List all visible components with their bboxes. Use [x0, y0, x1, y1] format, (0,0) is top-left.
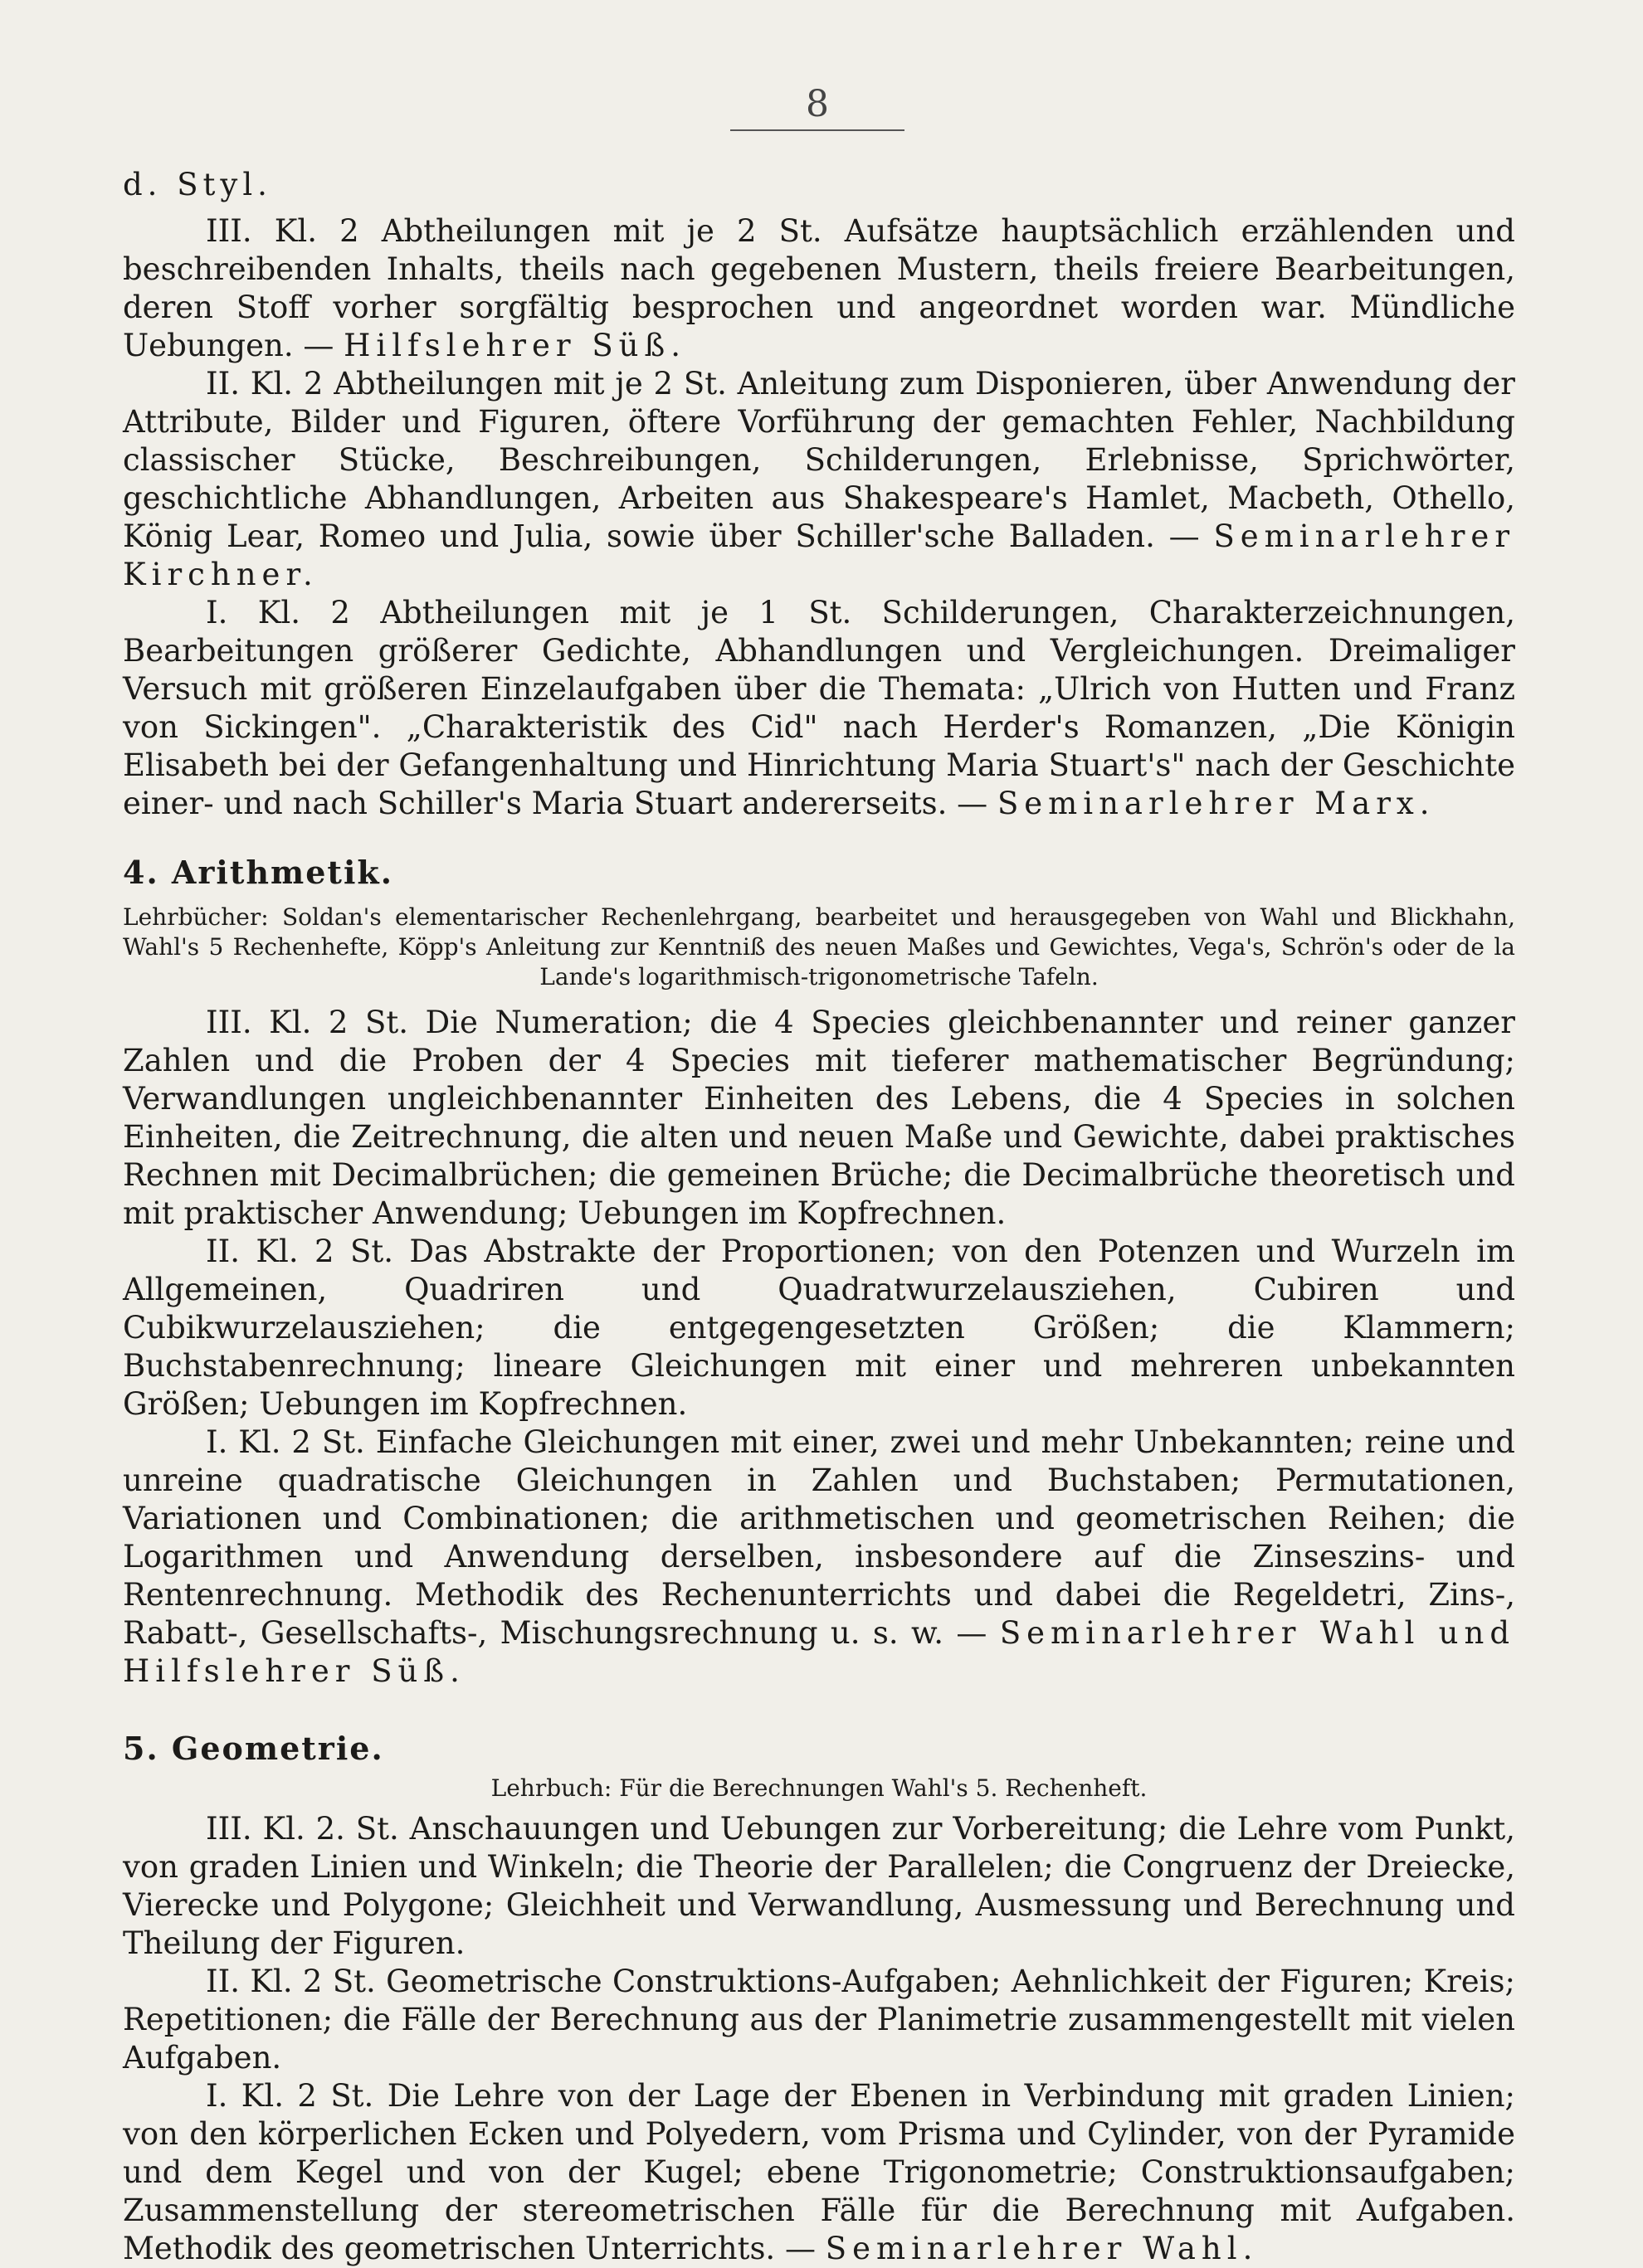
- geometrie-paragraph-ii: [123, 1963, 1515, 2077]
- teacher-name: Seminarlehrer Wahl.: [825, 2231, 1259, 2266]
- arithmetik-heading: 4. Arithmetik.: [123, 854, 393, 891]
- arithmetik-textbooks: Lehrbücher: Soldan's elementarischer Rechenlehrgang, bearbeitet und herausgegeben von Wahl und Blickhahn, Wahl's 5 Rechenhefte, Köpp's Anleitung zur Kenntniß des neuen Maßes und Gewichtes, Vega's, Schrön's oder de la Lande's logarithmisch-trigonometrische Tafeln.: [123, 903, 1515, 990]
- stil-paragraph-iii: [123, 212, 1515, 365]
- teacher-name: Seminarlehrer Marx.: [997, 786, 1436, 821]
- arithmetik-paragraph-ii: [123, 1233, 1515, 1424]
- arithmetik-paragraph-i: [123, 1424, 1515, 1691]
- arithmetik-paragraph-iii: [123, 1004, 1515, 1233]
- header-rule: [730, 129, 904, 131]
- paragraph-text: II. Kl. 2 St. Geometrische Construktions-Aufgaben; Aehnlichkeit der Figuren; Kreis; Repetitionen; die Fälle der Berechnung aus der Planimetrie zusammengestellt mit vielen Aufgaben.: [123, 1964, 1515, 2076]
- paragraph-text: III. Kl. 2 Abtheilungen mit je 2 St. Aufsätze hauptsächlich erzählenden und beschreibenden Inhalts, theils nach gegebenen Mustern, theils freiere Bearbeitungen, deren Stoff vorher sorgfältig besprochen und angeordnet worden war. Mündliche Uebungen. —: [123, 213, 1515, 363]
- teacher-name: Seminarlehrer Kirchner.: [123, 518, 1516, 592]
- paragraph-text: I. Kl. 2 St. Einfache Gleichungen mit einer, zwei und mehr Unbekannten; reine und unreine quadratische Gleichungen in Zahlen und Buchstaben; Permutationen, Variationen und Combinationen; die arithmetischen und geometrischen Reihen; die Logarithmen und Anwendung derselben, insbesondere auf die Zinseszins- und Rentenrechnung. Methodik des Rechenunterrichts und dabei die Regeldetri, Zins-, Rabatt-, Gesellschafts-, Mischungsrechnung u. s. w. —: [123, 1424, 1515, 1651]
- geometrie-paragraph-i: [123, 2077, 1515, 2268]
- stil-paragraph-ii: [123, 365, 1515, 594]
- stil-title: d. Styl.: [123, 167, 272, 202]
- page-number: 8: [806, 83, 829, 125]
- paragraph-text: II. Kl. 2 Abtheilungen mit je 2 St. Anleitung zum Disponieren, über Anwendung der Attribute, Bilder und Figuren, öftere Vorführung der gemachten Fehler, Nachbildung classischer Stücke, Beschreibungen, Schilderungen, Erlebnisse, Sprichwörter, geschichtliche Abhandlungen, Arbeiten aus Shakespeare's Hamlet, Macbeth, Othello, König Lear, Romeo und Julia, sowie über Schiller'sche Balladen. —: [123, 366, 1515, 554]
- page-body: [123, 164, 1515, 2268]
- paragraph-text: I. Kl. 2 Abtheilungen mit je 1 St. Schilderungen, Charakterzeichnungen, Bearbeitungen größerer Gedichte, Abhandlungen und Vergleichungen. Dreimaliger Versuch mit größeren Einzelaufgaben über die Themata: „Ulrich von Hutten und Franz von Sickingen". „Charakteristik des Cid" nach Herder's Romanzen, „Die Königin Elisabeth bei der Gefangenhaltung und Hinrichtung Maria Stuart's" nach der Geschichte einer- und nach Schiller's Maria Stuart andererseits. —: [123, 595, 1515, 821]
- paragraph-text: I. Kl. 2 St. Die Lehre von der Lage der Ebenen in Verbindung mit graden Linien; von den körperlichen Ecken und Polyedern, vom Prisma und Cylinder, von der Pyramide und dem Kegel und von der Kugel; ebene Trigonometrie; Construktionsaufgaben; Zusammenstellung der stereometrischen Fälle für die Berechnung mit Aufgaben. Methodik des geometrischen Unterrichts. —: [123, 2078, 1515, 2266]
- geometrie-paragraph-iii: [123, 1810, 1515, 1963]
- geometrie-heading: 5. Geometrie.: [123, 1730, 384, 1767]
- stil-paragraph-i: [123, 594, 1515, 823]
- paragraph-text: III. Kl. 2 St. Die Numeration; die 4 Species gleichbenannter und reiner ganzer Zahlen und die Proben der 4 Species mit tieferer mathematischer Begründung; Verwandlungen ungleichbenannter Einheiten des Lebens, die 4 Species in solchen Einheiten, die Zeitrechnung, die alten und neuen Maße und Gewichte, dabei praktisches Rechnen mit Decimalbrüchen; die gemeinen Brüche; die Decimalbrüche theoretisch und mit praktischer Anwendung; Uebungen im Kopfrechnen.: [123, 1005, 1515, 1231]
- paragraph-text: II. Kl. 2 St. Das Abstrakte der Proportionen; von den Potenzen und Wurzeln im Allgemeinen, Quadriren und Quadratwurzelausziehen, Cubiren und Cubikwurzelausziehen; die entgegengesetzten Größen; die Klammern; Buchstabenrechnung; lineare Gleichungen mit einer und mehreren unbekannten Größen; Uebungen im Kopfrechnen.: [123, 1234, 1515, 1422]
- paragraph-text: III. Kl. 2. St. Anschauungen und Uebungen zur Vorbereitung; die Lehre vom Punkt, von graden Linien und Winkeln; die Theorie der Parallelen; die Congruenz der Dreiecke, Vierecke und Polygone; Gleichheit und Verwandlung, Ausmessung und Berechnung und Theilung der Figuren.: [123, 1811, 1515, 1961]
- teacher-name: Hilfslehrer Süß.: [344, 328, 686, 363]
- teacher-name: Seminarlehrer Wahl und Hilfslehrer Süß.: [123, 1615, 1515, 1689]
- geometrie-textbook: Lehrbuch: Für die Berechnungen Wahl's 5. Rechenheft.: [490, 1774, 1148, 1802]
